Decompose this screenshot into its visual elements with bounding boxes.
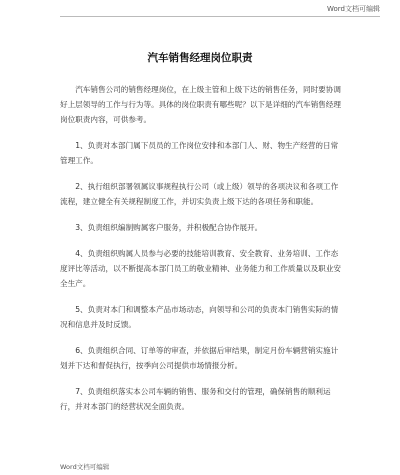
intro-paragraph: 汽车销售公司的销售经理岗位，在上级主管和上级下达的销售任务，同时要协调好上层领导的工作与行为等。具体的岗位职责有哪些呢？以下是详细的汽车销售经理岗位职责内容，可供参考。 (60, 85, 341, 124)
duty-paragraph-2: 2、执行组织部署领属议事规程执行公司（或上级）领导的各项决议和各项工作流程，建立健全有关规程制度工作，并切实负责上级下达的各项任务和职能。 (60, 182, 339, 206)
document-body (60, 82, 342, 425)
footer-note: Word文档可编辑 (60, 463, 110, 471)
duty-paragraph-5: 5、负责对本门和调整本产品市场动态，向领导和公司的负责本门销售实际的情况和信息并及时反馈。 (60, 305, 339, 329)
duty-paragraph-4: 4、负责组织购属人员参与必要的技能培训教育、安全教育、业务培训、工作态度评比等活动，以不断提高本部门员工的敬业精神、业务能力和工作质量以及职业安全生产。 (60, 249, 341, 288)
duty-paragraph-1: 1、负责对本部门属下员员的工作岗位安排和本部门人、财、物生产经营的日常管理工作。 (60, 141, 339, 165)
duty-paragraph-3: 3、负责组织编制购属客户服务，并积极配合协作展开。 (75, 223, 263, 232)
duty-paragraph-7: 7、负责组织落实本公司车辆的销售、服务和交付的管理，确保销售的顺利运行，并对本部门的经营状况全面负责。 (60, 387, 331, 411)
duty-paragraph-6: 6、负责组织合同、订单等的审查，并依据后审结果，制定月份车辆营销实施计划并下达和督促执行，按季向公司提供市场情报分析。 (60, 346, 339, 370)
header-note: Word文档可编辑 (327, 5, 380, 13)
header-rule (60, 16, 380, 17)
document-title: 汽车销售经理岗位职责 (147, 52, 253, 64)
